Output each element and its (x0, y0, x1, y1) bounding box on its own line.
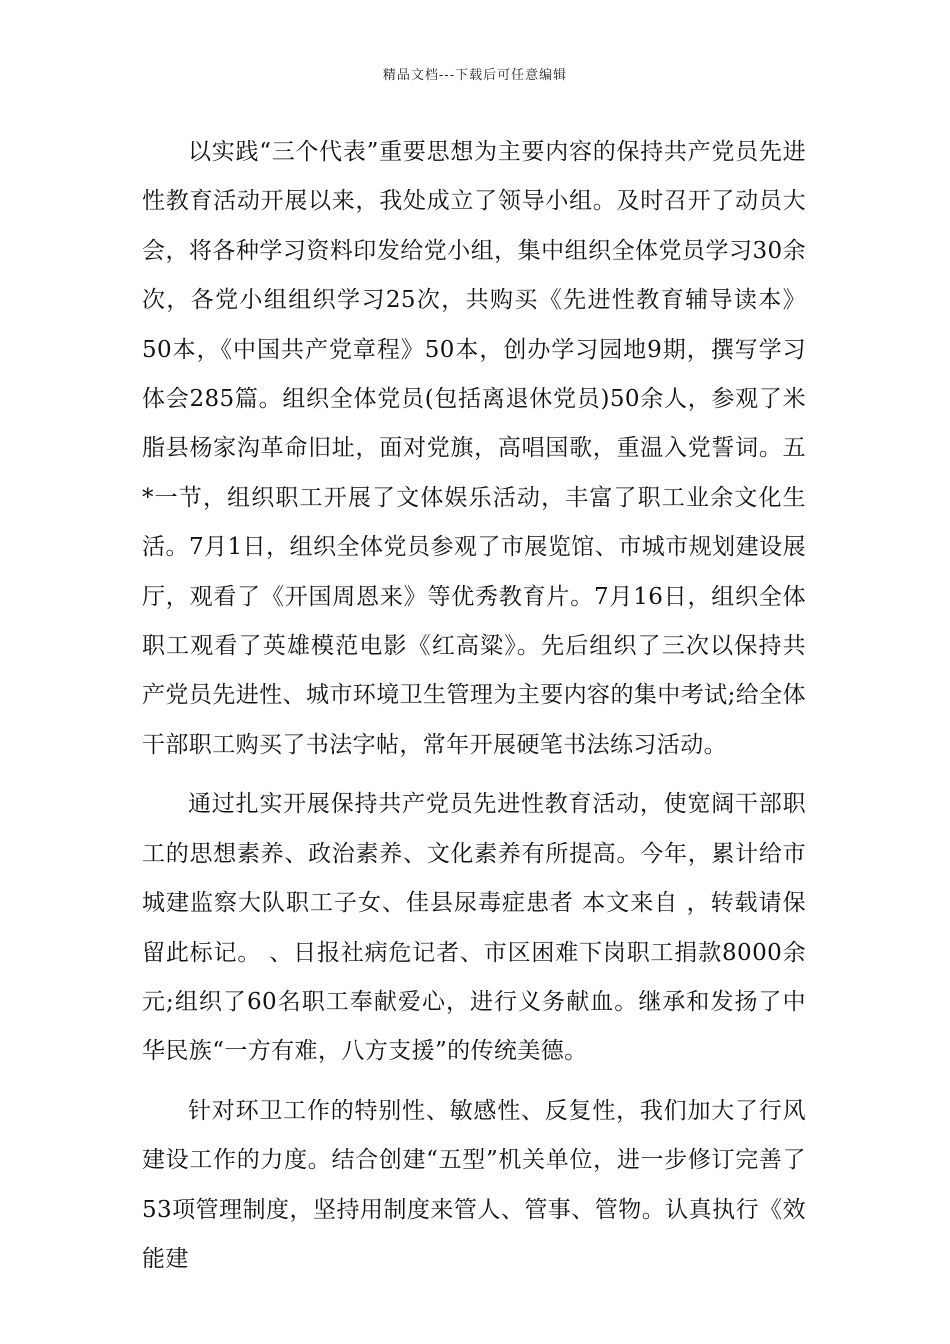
paragraph-1: 以实践“三个代表”重要思想为主要内容的保持共产党员先进性教育活动开展以来，我处成立了领导小组。及时召开了动员大会，将各种学习资料印发给党小组，集中组织全体党员学习30余次，各党小组组织学习25次，共购买《先进性教育辅导读本》50本，《中国共产党章程》50本，创办学习园地9期，撰写学习体会285篇。组织全体党员(包括离退休党员)50余人，参观了米脂县杨家沟革命旧址，面对党旗，高唱国歌，重温入党誓词。五*一节，组织职工开展了文体娱乐活动，丰富了职工业余文化生活。7月1日，组织全体党员参观了市展览馆、市城市规划建设展厅，观看了《开国周恩来》等优秀教育片。7月16日，组织全体职工观看了英雄模范电影《红高粱》。先后组织了三次以保持共产党员先进性、城市环境卫生管理为主要内容的集中考试;给全体干部职工购买了书法字帖，常年开展硬笔书法练习活动。 (142, 139, 806, 758)
paragraph-3: 针对环卫工作的特别性、敏感性、反复性，我们加大了行风建设工作的力度。结合创建“五型”机关单位，进一步修订完善了53项管理制度，坚持用制度来管人、管事、管物。认真执行《效能建 (142, 1097, 806, 1272)
page-header: 精品文档---下载后可任意编辑 (382, 68, 568, 83)
paragraph-2: 通过扎实开展保持共产党员先进性教育活动，使宽阔干部职工的思想素养、政治素养、文化素养有所提高。今年，累计给市城建监察大队职工子女、佳县尿毒症患者 本文来自 ，转载请保留此标记。 、日报社病危记者、市区困难下岗职工捐款8000余元;组织了60名职工奉献爱心，进行义务献血。继承和发扬了中华民族“一方有难，八方支援”的传统美德。 (142, 791, 806, 1065)
document-body (142, 128, 806, 1284)
